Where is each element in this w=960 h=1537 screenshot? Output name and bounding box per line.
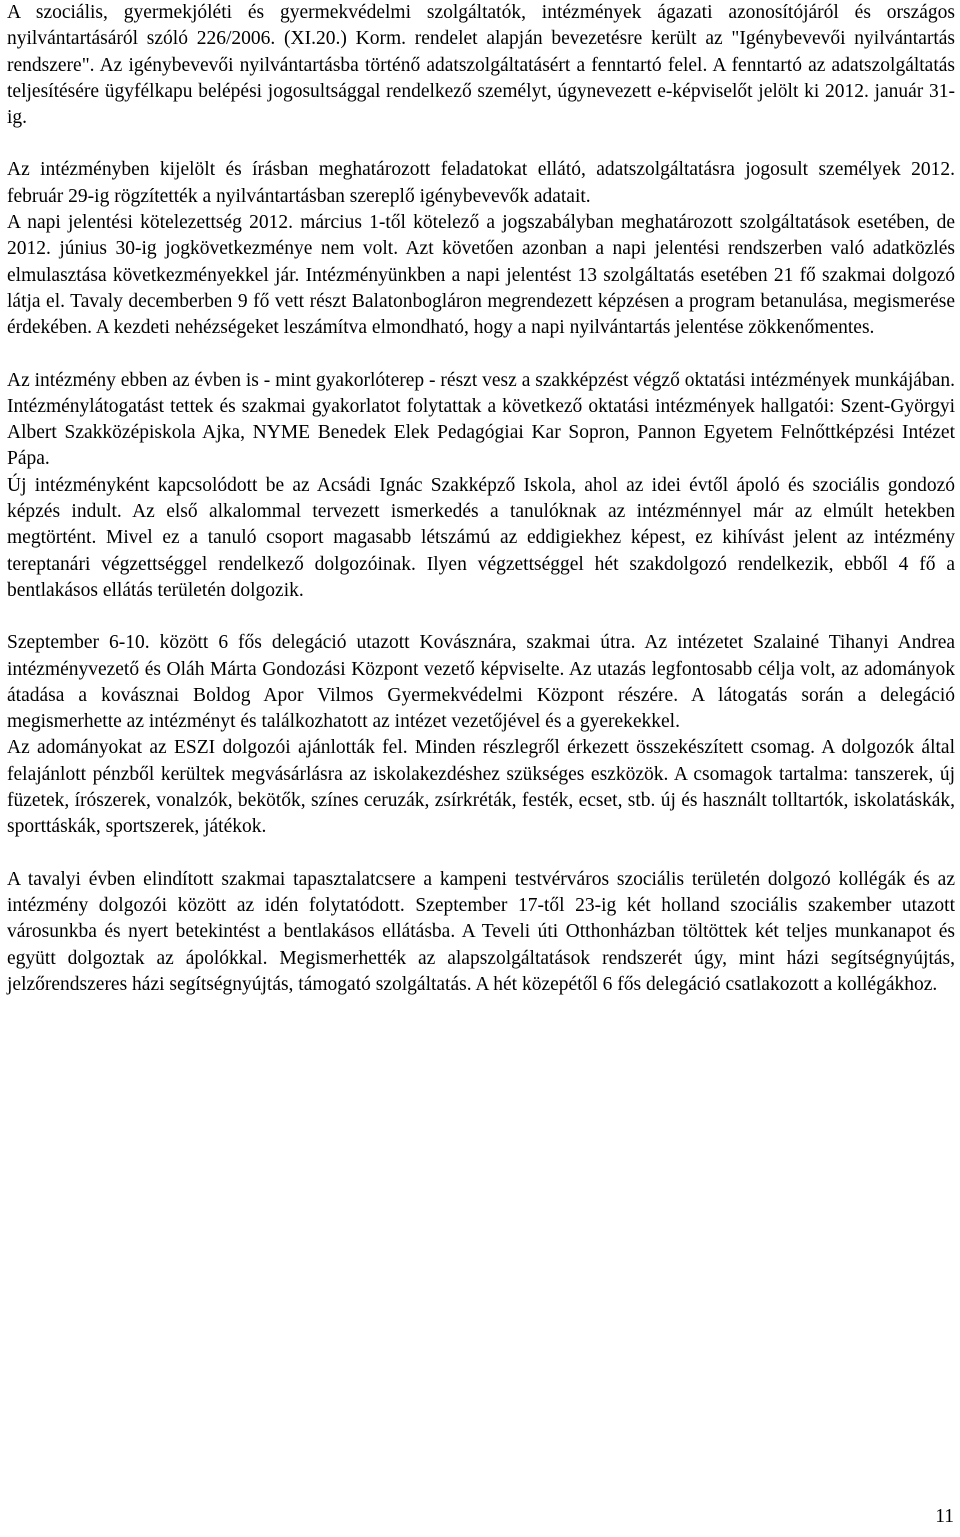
paragraph-adomanyok: Az adományokat az ESZI dolgozói ajánlották fel. Minden részlegről érkezett összekészített csomag. A dolgozók által felajánlott pénzből kerültek megvásárlásra az iskolakezdéshez szükséges eszközök. A csomagok tartalma: tanszerek, új füzetek, írószerek, vonalzók, bekötők, színes ceruzák, zsírkréták, festék, ecset, stb. új és használt tolltartók, iskolatáskák, sporttáskák, sportszerek, játékok. bbox=[7, 737, 955, 838]
paragraph-spacer bbox=[7, 604, 955, 630]
paragraph-adatrogzites: Az intézményben kijelölt és írásban meghatározott feladatokat ellátó, adatszolgáltatásra jogosult személyek 2012. február 29-ig rögzítették a nyilvántartásban szereplő igénybevevők adatait. bbox=[7, 159, 955, 207]
paragraph-spacer bbox=[7, 131, 955, 157]
paragraph-spacer bbox=[7, 342, 955, 368]
paragraph-acsadi-szakkepzo: Új intézményként kapcsolódott be az Acsádi Ignác Szakképző Iskola, ahol az idei évtől ápoló és szociális gondozó képzés indult. Az első alkalommal tervezett ismerkedés a tanulóknak az intézménnyel már az elmúlt hetekben megtörtént. Mivel ez a tanuló csoport magasabb létszámú az eddigiekhez képest, ez kihívást jelent az intézmény tereptanári végzettséggel rendelkező dolgozóinak. Ilyen végzettséggel hét szakdolgozó rendelkezik, ebből 4 fő a bentlakásos ellátás területén dolgozik. bbox=[7, 474, 955, 601]
document-page bbox=[7, 0, 955, 998]
paragraph-kampeni-tapasztalatcsere: A tavalyi évben elindított szakmai tapasztalatcsere a kampeni testvérváros szociális területén dolgozó kollégák és az intézmény dolgozói között az idén folytatódott. Szeptember 17-től 23-ig két holland szociális szakember utazott városunkba és nyert betekintést a bentlakásos ellátásba. A Teveli úti Otthonházban töltöttek két teljes munkanapot és együtt dolgoztak az ápolókkal. Megismerhették az alapszolgáltatások rendszerét úgy, mint házi segítségnyújtás, jelzőrendszeres házi segítségnyújtás, támogató szolgáltatás. A hét közepétől 6 fős delegáció csatlakozott a kollégákhoz. bbox=[7, 868, 955, 995]
paragraph-kovaszna-delegacio: Szeptember 6-10. között 6 fős delegáció utazott Kovásznára, szakmai útra. Az intézetet Szalainé Tihanyi Andrea intézményvezető és Oláh Márta Gondozási Központ vezető képviselte. Az utazás legfontosabb célja volt, az adományok átadása a kovásznai Boldog Apor Vilmos Gyermekvédelmi Központ részére. A látogatás során a delegáció megismerhette az intézményt és találkozhatott az intézet vezetőjével és a gyerekekkel. bbox=[7, 632, 955, 733]
paragraph-napi-jelentes: A napi jelentési kötelezettség 2012. március 1-től kötelező a jogszabályban meghatározott szolgáltatások esetében, de 2012. június 30-ig jogkövetkezménye nem volt. Azt követően azonban a napi jelentési rendszerben való adatközlés elmulasztása következményekkel jár. Intézményünkben a napi jelentést 13 szolgáltatás esetében 21 fő szakmai dolgozó látja el. Tavaly decemberben 9 fő vett részt Balatonbogláron megrendezett képzésen a program betanulása, megismerése érdekében. A kezdeti nehézségeket leszámítva elmondható, hogy a napi nyilvántartás jelentése zökkenőmentes. bbox=[7, 212, 955, 339]
page-number: 11 bbox=[935, 1506, 954, 1527]
paragraph-spacer bbox=[7, 841, 955, 867]
paragraph-igenybevevoi-nyilvantartas: A szociális, gyermekjóléti és gyermekvédelmi szolgáltatók, intézmények ágazati azonosítójáról és országos nyilvántartásáról szóló 226/2006. (XI.20.) Korm. rendelet alapján bevezetésre került az "Igénybevevői nyilvántartás rendszere". Az igénybevevői nyilvántartásba történő adatszolgáltatásért a fenntartó felel. A fenntartó az adatszolgáltatás teljesítésére ügyfélkapu belépési jogosultsággal rendelkező személyt, úgynevezett e-képviselőt jelölt ki 2012. január 31-ig. bbox=[7, 2, 955, 129]
paragraph-gyakorloterep: Az intézmény ebben az évben is - mint gyakorlóterep - részt vesz a szakképzést végző oktatási intézmények munkájában. Intézménylátogatást tettek és szakmai gyakorlatot folytattak a következő oktatási intézmények hallgatói: Szent-Györgyi Albert Szakközépiskola Ajka, NYME Benedek Elek Pedagógiai Kar Sopron, Pannon Egyetem Felnőttképzési Intézet Pápa. bbox=[7, 369, 955, 470]
